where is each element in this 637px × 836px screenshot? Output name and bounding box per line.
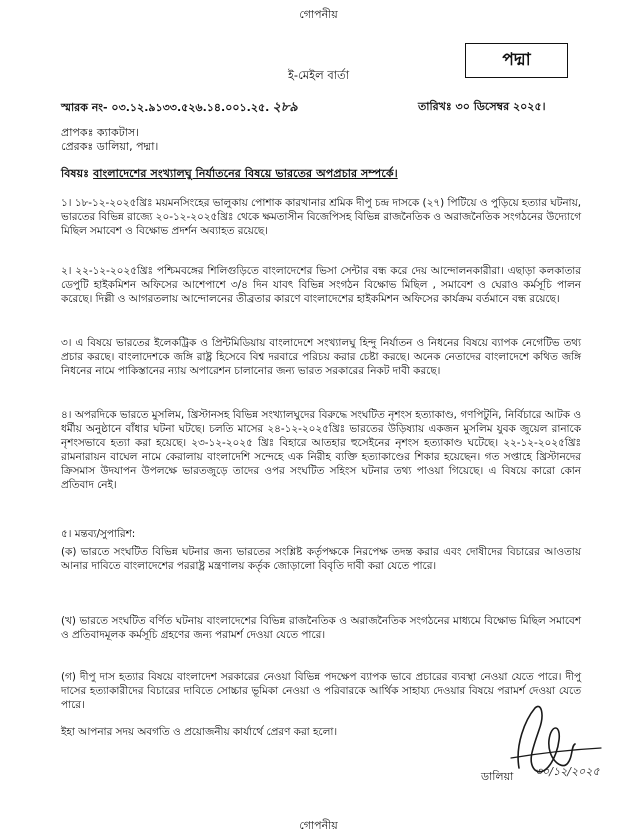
signature-date: ৩০/১২/২০২৫ [535, 765, 600, 778]
recommendation-ka: (ক) ভারতে সংঘটিত বিভিন্ন ঘটনার জন্য ভারতের সংশ্লিষ্ট কর্তৃপক্ষকে নিরপেক্ষ তদন্ত করার এবং দোষীদের বিচারের আওতায় আনার দাবিতে বাংলাদেশের পররাষ্ট্র মন্ত্রণালয় কর্তৃক জোড়ালো বিবৃতি দাবী করা যেতে পারে। [61, 546, 581, 572]
recommendation-ga: (গ) দীপু দাস হত্যার বিষয়ে বাংলাদেশ সরকারের নেওয়া বিভিন্ন পদক্ষেপ ব্যাপক ভাবে প্রচারের ব্যবস্থা নেওয়া যেতে পারে। দীপু দাসের হত্যাকারীদের বিচারের দাবিতে সোচ্চার ভূমিকা নেওয়া ও পরিবারকে আর্থিক সাহায্য দেওয়ার বিষয়ে পরামর্শ দেওয়া যেতে পারে। [61, 671, 581, 711]
paragraph-1: ১। ১৮-১২-২০২৫খ্রিঃ ময়মনসিংহের ভালুকায় পোশাক কারখানার শ্রমিক দীপু চন্দ্র দাসকে (২৭) পিটিয়ে ও পুড়িয়ে হত্যার ঘটনায়, ভারতের বিভিন্ন রাজ্যে ২০-১২-২০২৫খ্রিঃ থেকে ক্ষমতাসীন বিজেপিসহ বিভিন্ন রাজনৈতিক ও অরাজনৈতিক সংগঠনের উদ্যোগে মিছিল সমাবেশ ও বিক্ষোভ প্রদর্শন অব্যাহত রয়েছে। [61, 197, 582, 237]
classification-bottom: গোপনীয় [299, 819, 338, 832]
reference-label: স্মারক নং- ০৩.১২.৯১৩৩.৫২৬.১৪.০০১.২৫. [61, 101, 270, 114]
memo-type-title: ই-মেইল বার্তা [287, 68, 350, 82]
recommendation-kha: (খ) ভারতে সংঘটিত বর্ণিত ঘটনায় বাংলাদেশের বিভিন্ন রাজনৈতিক ও অরাজনৈতিক সংগঠনের মাধ্যমে বিক্ষোভ মিছিল সমাবেশ ও প্রতিবাদমূলক কর্মসূচি গ্রহণের জন্য পরামর্শ দেওয়া যেতে পারে। [61, 615, 581, 641]
reference-number [61, 98, 298, 119]
paragraph-4: ৪। অপরদিকে ভারতে মুসলিম, খ্রিস্টানসহ বিভিন্ন সংখ্যালঘুদের বিরুদ্ধে সংঘটিত নৃশংস হত্যাকাণ্ড, গণপিটুনি, নির্বিচারে আটক ও ধর্মীয় অনুষ্ঠানে বাঁধার ঘটনা ঘটছে। চলতি মাসের ২৪-১২-২০২৫খ্রিঃ ভারতের উড়িষ্যায় একজন মুসলিম যুবক জুয়েল রানাকে নৃশংসভাবে হত্যা করা হয়েছে। ২৩-১২-২০২৫ খ্রিঃ বিহারে আতহার হুসেইনের নৃশংস হত্যাকাণ্ড ঘটেছে। ২২-১২-২০২৫খ্রিঃ রামনারায়ন বাঘেল নামে কেরালায় বাংলাদেশি সন্দেহে এক নিরীহ ব্যক্তি হত্যাকাণ্ডের শিকার হয়েছেন। গত সপ্তাহে খ্রিস্টানদের ক্রিসমাস উদযাপন উপলক্ষে ভারতজুড়ে তাদের ওপর সংঘটিত সহিংস ঘটনার তথ্য পাওয়া গিয়েছে। এ বিষয়ে কারো কোন প্রতিবাদ নেই। [61, 409, 581, 491]
signatory-name: ডালিয়া [481, 770, 514, 783]
subject-line [61, 165, 398, 184]
recipient-line: প্রাপকঃ ক্যাকটাস। [61, 126, 140, 139]
paragraph-2: ২। ২২-১২-২০২৫খ্রিঃ পশ্চিমবঙ্গের শিলিগুড়িতে বাংলাদেশের ভিসা সেন্টার বন্ধ করে দেয় আন্দোলনকারীরা। এছাড়া কলকাতার ডেপুটি হাইকমিশন অফিসের আশেপাশে ৩/৪ দিন যাবৎ বিভিন্ন সংগঠন বিক্ষোভ মিছিল , সমাবেশ ও ঘেরাও কর্মসূচি পালন করেছে। দিল্লী ও আগরতলায় আন্দোলনের তীব্রতার কারণে বাংলাদেশের হাইকমিশন অফিসের কার্যক্রম বর্তমানে বন্ধ রয়েছে। [61, 265, 581, 305]
memo-date: তারিখঃ ৩০ ডিসেম্বর ২০২৫। [418, 100, 546, 113]
classification-top: গোপনীয় [299, 8, 338, 21]
reference-handwritten-number: ২৮৯ [272, 100, 298, 115]
signature-graphic [505, 700, 615, 780]
paragraph-3: ৩। এ বিষয়ে ভারতের ইলেকট্রিক ও প্রিন্টমিডিয়ায় বাংলাদেশে সংখ্যালঘু হিন্দু নির্যাতন ও নিধনের বিষয়ে ব্যাপক নেগেটিভ তথ্য প্রচার করছে। বাংলাদেশকে জঙ্গি রাষ্ট্র হিসেবে বিশ্ব দরবারে পরিচয় করার চেষ্টা করছে। অনেক নেতাদের বাংলাদেশে কথিত জঙ্গি নিধনের নামে পাকিস্তানের ন্যায় অপারেশন চালানোর জন্য ভারত সরকারের নিকট দাবী করছে। [61, 337, 581, 377]
subject-label: বিষয়ঃ [61, 167, 90, 180]
sender-line: প্রেরকঃ ডালিয়া, পদ্মা। [61, 140, 159, 153]
subject-text: বাংলাদেশের সংখ্যালঘু নির্যাতনের বিষয়ে ভারতের অপপ্রচার সম্পর্কে। [93, 167, 398, 180]
closing-line: ইহা আপনার সদয় অবগতি ও প্রয়োজনীয় কার্যার্থে প্রেরণ করা হলো। [61, 726, 338, 738]
paragraph-5-heading: ৫। মন্তব্য/সুপারিশ: [61, 528, 136, 540]
stamp-box-label: পদ্মা [465, 43, 568, 78]
